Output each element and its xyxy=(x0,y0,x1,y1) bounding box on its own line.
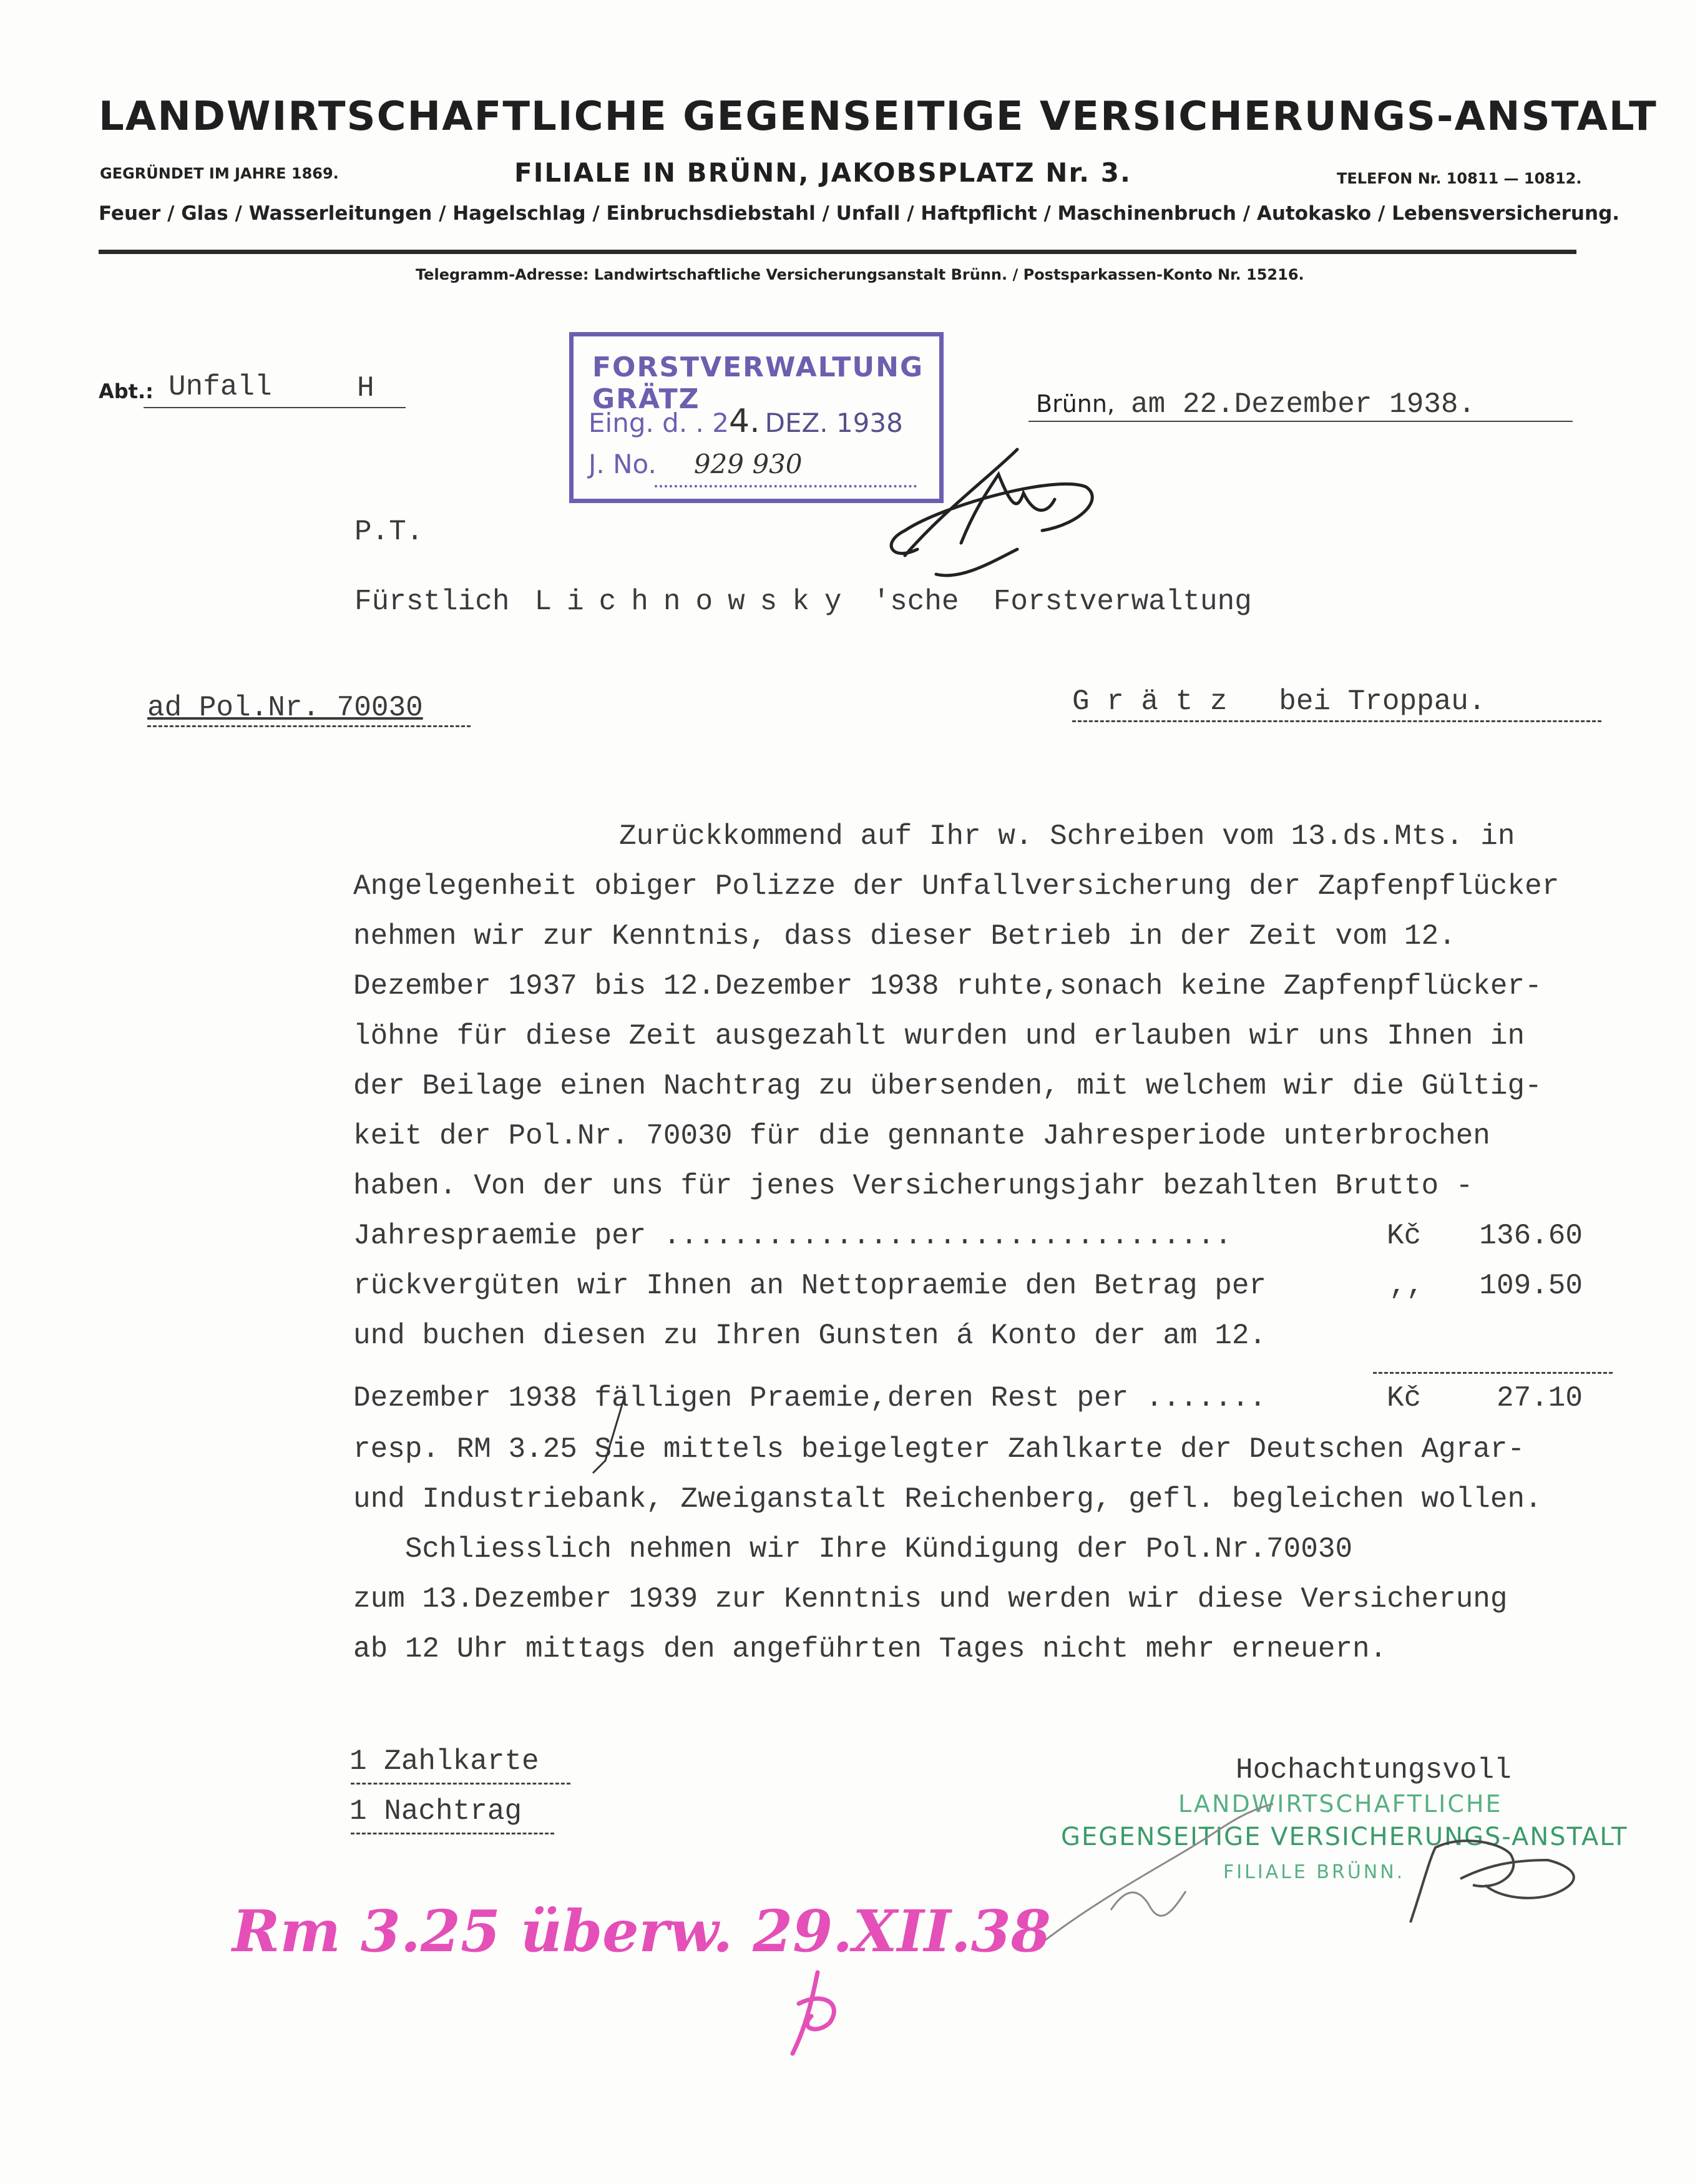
remainder-row-currency: Kč xyxy=(1387,1382,1422,1414)
handwritten-initials xyxy=(867,437,1105,587)
company-name: LANDWIRTSCHAFTLICHE GEGENSEITIGE VERSICHERUNGS-ANSTALT xyxy=(99,94,1658,140)
lines-of-business: Feuer / Glas / Wasserleitungen / Hagelschlag / Einbruchsdiebstahl / Unfall / Haftpflicht / Maschinenbruch / Autokasko / Lebensversicherung. xyxy=(99,202,1620,225)
recipient-word-3: 'sche xyxy=(872,585,959,618)
closing-phrase: Hochachtungsvoll xyxy=(1236,1754,1512,1786)
stamp-journal-numbers: 929 930 xyxy=(693,449,803,479)
premium-row-text: Jahrespraemie per ................................. xyxy=(353,1220,1232,1252)
founded-year: GEGRÜNDET IM JAHRE 1869. xyxy=(100,165,339,182)
stamp-journal xyxy=(589,449,803,479)
telegram-address: Telegramm-Adresse: Landwirtschaftliche Versicherungsanstalt Brünn. / Postsparkassen-Konto Nr. 15216. xyxy=(416,266,1304,283)
handwritten-pink-initial xyxy=(774,1966,861,2060)
department-label: Abt.: xyxy=(99,380,154,403)
body-line-5: löhne für diese Zeit ausgezahlt wurden und erlauben wir uns Ihnen in xyxy=(353,1020,1525,1052)
enclosure-1-underline xyxy=(351,1783,570,1785)
recipient-word-1: Fürstlich xyxy=(354,585,510,618)
date-city: Brünn, xyxy=(1036,390,1115,418)
body-line-2: Angelegenheit obiger Polizze der Unfallversicherung der Zapfenpflücker xyxy=(353,870,1560,903)
recipient-word-2: Lichnowsky xyxy=(534,585,857,618)
body-line-1: Zurückkommend auf Ihr w. Schreiben vom 13.ds.Mts. in xyxy=(619,820,1515,853)
letterhead-rule xyxy=(99,250,1576,254)
recipient-place: G r ä t z bei Troppau. xyxy=(1072,685,1486,718)
body-line-6: der Beilage einen Nachtrag zu übersenden, mit welchem wir die Gültig- xyxy=(353,1070,1542,1102)
stamp-received-label: Eing. d. . 2 xyxy=(589,408,729,438)
signature-stamp-line-1: LANDWIRTSCHAFTLICHE xyxy=(1178,1790,1503,1818)
recipient-name xyxy=(354,585,1252,618)
signature-stamp-line-3: FILIALE BRÜNN. xyxy=(1223,1861,1405,1883)
body-line-11: Schliesslich nehmen wir Ihre Kündigung der Pol.Nr.70030 xyxy=(353,1533,1353,1565)
refund-row-currency: ,, xyxy=(1389,1270,1424,1302)
remainder-row-text: Dezember 1938 fälligen Praemie,deren Rest per ....... xyxy=(353,1382,1267,1414)
body-line-10: und Industriebank, Zweiganstalt Reichenberg, gefl. begleichen wollen. xyxy=(353,1483,1542,1516)
body-line-9: resp. RM 3.25 Sie mittels beigelegter Zahlkarte der Deutschen Agrar- xyxy=(353,1433,1525,1466)
phone-numbers: TELEFON Nr. 10811 — 10812. xyxy=(1337,170,1582,187)
stamp-received xyxy=(589,403,903,440)
remainder-row-amount: 27.10 xyxy=(1496,1382,1583,1414)
handwritten-payment-note: Rm 3.25 überw. 29.XII.38 xyxy=(232,1898,1051,1965)
stamp-journal-label: J. No. xyxy=(589,449,657,479)
body-line-8: haben. Von der uns für jenes Versicherungsjahr bezahlten Brutto - xyxy=(353,1170,1473,1202)
premium-row-currency: Kč xyxy=(1387,1220,1422,1252)
date-text: am 22.Dezember 1938. xyxy=(1131,388,1476,421)
stamp-received-day: 4. xyxy=(728,403,760,440)
enclosure-1: 1 Zahlkarte xyxy=(349,1745,539,1778)
recipient-word-4: Forstverwaltung xyxy=(993,585,1252,618)
body-line-12: zum 13.Dezember 1939 zur Kenntnis und werden wir diese Versicherung xyxy=(353,1583,1508,1615)
stamp-title: FORSTVERWALTUNG GRÄTZ xyxy=(592,351,924,415)
branch-address: FILIALE IN BRÜNN, JAKOBSPLATZ Nr. 3. xyxy=(514,157,1131,188)
stamp-received-date: DEZ. 1938 xyxy=(764,408,903,438)
sum-divider xyxy=(1373,1372,1613,1374)
pencil-signatures xyxy=(1023,1785,1623,1972)
department-value: Unfall xyxy=(169,371,272,403)
body-line-4: Dezember 1937 bis 12.Dezember 1938 ruhte,sonach keine Zapfenpflücker- xyxy=(353,970,1542,1002)
signature-stamp-line-2: GEGENSEITIGE VERSICHERUNGS-ANSTALT xyxy=(1061,1823,1628,1851)
refund-row-text: rückvergüten wir Ihnen an Nettopraemie den Betrag per xyxy=(353,1270,1267,1302)
refund-row-amount: 109.50 xyxy=(1479,1270,1583,1302)
pencil-tick-mark xyxy=(587,1392,637,1479)
policy-reference-underline xyxy=(147,725,471,727)
body-line-13: ab 12 Uhr mittags den angeführten Tages nicht mehr erneuern. xyxy=(353,1633,1387,1665)
department-suffix: H xyxy=(357,372,374,404)
body-line-3: nehmen wir zur Kenntnis, dass dieser Betrieb in der Zeit vom 12. xyxy=(353,920,1456,952)
enclosure-2: 1 Nachtrag xyxy=(349,1795,522,1828)
body-line-7: keit der Pol.Nr. 70030 für die gennante Jahresperiode unterbrochen xyxy=(353,1120,1490,1152)
recipient-place-underline xyxy=(1072,720,1601,722)
date-underline xyxy=(1028,421,1573,422)
policy-reference: ad Pol.Nr. 70030 xyxy=(147,692,423,724)
letter-date xyxy=(1036,388,1475,421)
salutation: P.T. xyxy=(354,516,424,548)
department-underline xyxy=(144,407,406,408)
premium-row-amount: 136.60 xyxy=(1479,1220,1583,1252)
enclosure-2-underline xyxy=(351,1833,554,1834)
body-line-booking: und buchen diesen zu Ihren Gunsten á Konto der am 12. xyxy=(353,1320,1267,1352)
